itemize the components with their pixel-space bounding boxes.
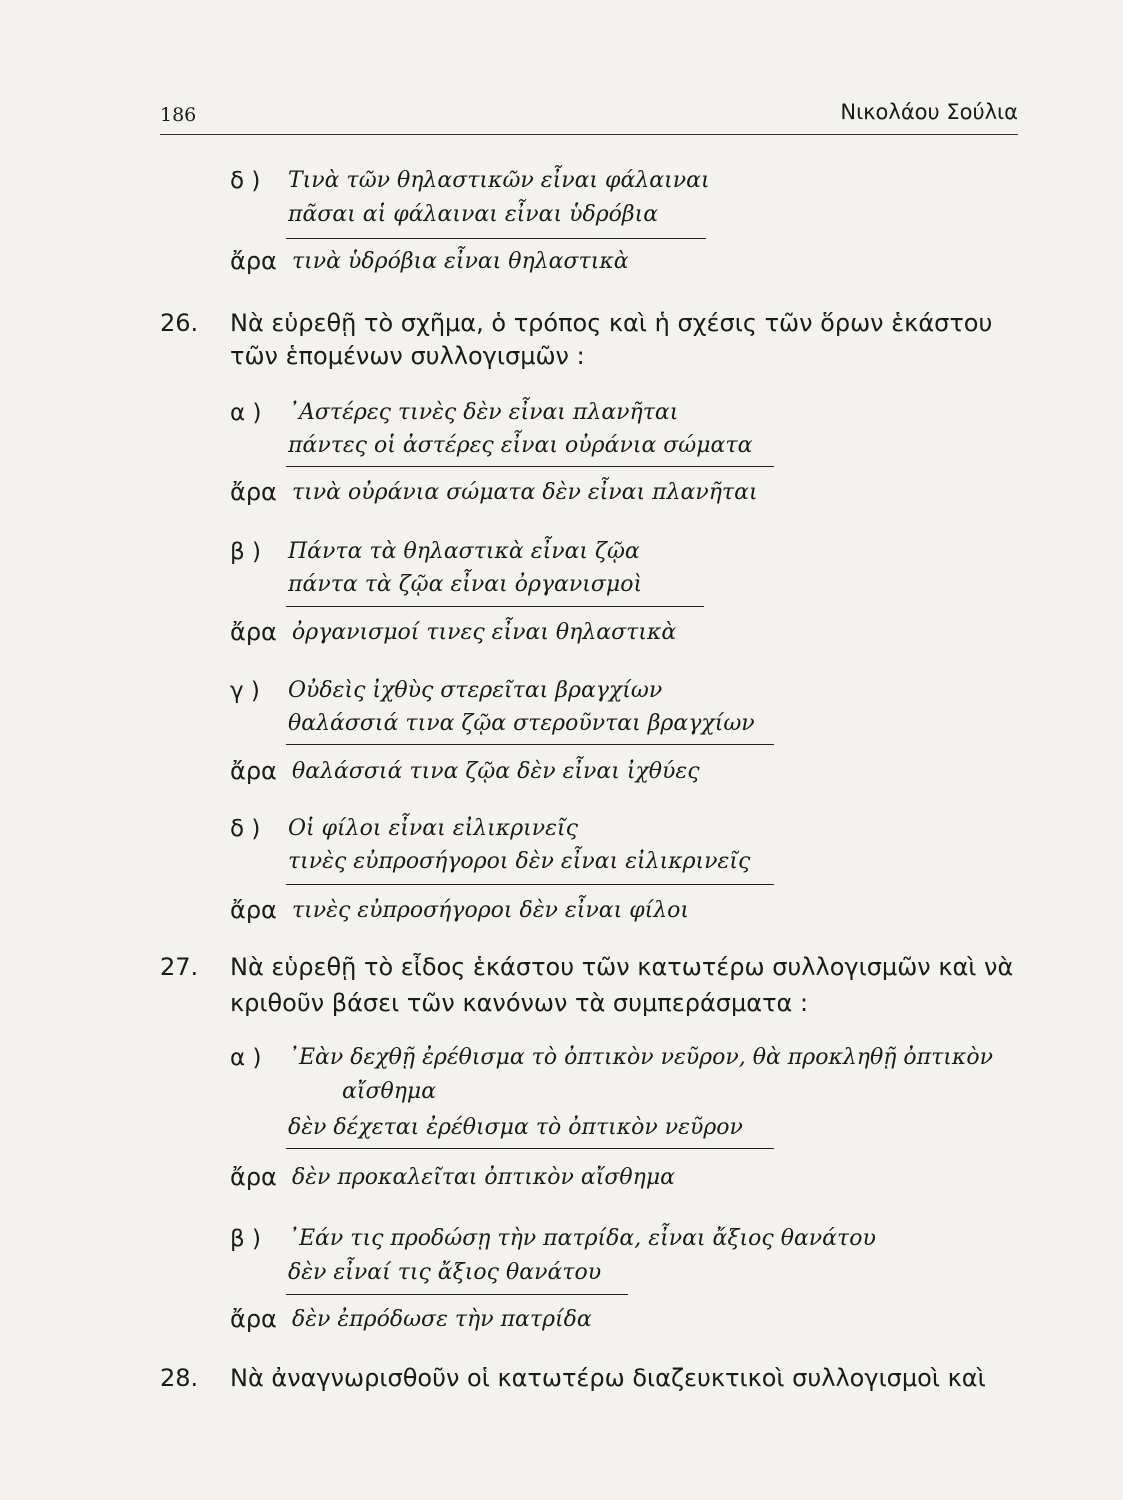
conclusion-word: ἄρα [230,1163,277,1191]
exercise-number: 26. [160,309,199,337]
running-head: Νικολάου Σούλια [840,100,1018,124]
conclusion: δὲν ἐπρόδωσε τὴν πατρίδα [292,1307,592,1332]
conclusion-word: ἄρα [230,896,277,924]
page-number: 186 [160,104,197,126]
conclusion: δὲν προκαλεῖται ὀπτικὸν αἴσθημα [292,1165,675,1190]
conclusion: τινὰ ὑδρόβια εἶναι θηλαστικὰ [292,249,629,274]
conclusion: τινὲς εὐπροσήγοροι δὲν εἶναι φίλοι [292,898,690,923]
item-label: β ) [230,539,261,565]
conclusion-word: ἄρα [230,247,277,275]
premise-major-continued: αἴσθημα [342,1079,437,1104]
exercise-text: τῶν ἑπομένων συλλογισμῶν : [230,342,585,370]
conclusion-word: ἄρα [230,757,277,785]
conclusion-rule [286,606,704,607]
premise-minor: δὲν δέχεται ἐρέθισμα τὸ ὀπτικὸν νεῦρον [288,1115,743,1140]
item-label: γ ) [230,678,260,704]
conclusion-rule [286,1294,628,1295]
premise-minor: πάντες οἱ ἀστέρες εἶναι οὐράνια σώματα [288,433,753,458]
conclusion-rule [286,466,774,467]
premise-minor: δὲν εἶναί τις ἄξιος θανάτου [288,1260,602,1285]
conclusion-rule [286,884,774,885]
item-label: β ) [230,1226,261,1252]
premise-major: Οἱ φίλοι εἶναι εἰλικρινεῖς [288,816,578,841]
exercise-text: Νὰ ἀναγνωρισθοῦν οἱ κατωτέρω διαζευκτικοὶ συλλογισμοὶ καὶ [230,1364,986,1392]
conclusion: ὀργανισμοί τινες εἶναι θηλαστικὰ [292,620,677,645]
exercise-number: 27. [160,953,199,981]
item-label: δ ) [230,816,261,842]
exercise-text: Νὰ εὑρεθῇ τὸ εἶδος ἑκάστου τῶν κατωτέρω συλλογισμῶν καὶ νὰ [230,953,1014,981]
item-label: δ ) [230,168,261,194]
conclusion-word: ἄρα [230,618,277,646]
exercise-number: 28. [160,1364,199,1392]
premise-minor: πάντα τὰ ζῷα εἶναι ὀργανισμοὶ [288,572,643,597]
page-header [160,98,1018,138]
conclusion-word: ἄρα [230,478,277,506]
premise-major: Τινὰ τῶν θηλαστικῶν εἶναι φάλαιναι [288,168,710,193]
premise-major: ᾿Εὰν δεχθῇ ἐρέθισμα τὸ ὀπτικὸν νεῦρον, θὰ προκληθῇ ὀπτικὸν [288,1045,993,1070]
header-rule [160,134,1018,135]
conclusion: θαλάσσιά τινα ζῷα δὲν εἶναι ἰχθύες [292,759,700,784]
exercise-text: κριθοῦν βάσει τῶν κανόνων τὰ συμπεράσματα : [230,989,809,1017]
premise-major: ᾿Εάν τις προδώσῃ τὴν πατρίδα, εἶναι ἄξιος θανάτου [288,1226,876,1251]
conclusion-rule [286,744,774,745]
item-label: α ) [230,1045,262,1071]
premise-major: Πάντα τὰ θηλαστικὰ εἶναι ζῷα [288,539,640,564]
conclusion-rule [286,238,706,239]
conclusion-rule [286,1148,774,1149]
premise-major: Οὐδεὶς ἰχθὺς στερεῖται βραγχίων [288,678,663,703]
premise-major: ᾿Αστέρες τινὲς δὲν εἶναι πλανῆται [288,400,679,425]
exercise-text: Νὰ εὑρεθῇ τὸ σχῆμα, ὁ τρόπος καὶ ἡ σχέσις τῶν ὅρων ἑκάστου [230,309,993,337]
premise-minor: θαλάσσιά τινα ζῷα στεροῦνται βραγχίων [288,711,755,736]
item-label: α ) [230,400,262,426]
conclusion-word: ἄρα [230,1305,277,1333]
premise-minor: τινὲς εὐπροσήγοροι δὲν εἶναι εἰλικρινεῖς [288,849,751,874]
conclusion: τινὰ οὐράνια σώματα δὲν εἶναι πλανῆται [292,480,758,505]
premise-minor: πᾶσαι αἱ φάλαιναι εἶναι ὑδρόβια [288,202,659,227]
